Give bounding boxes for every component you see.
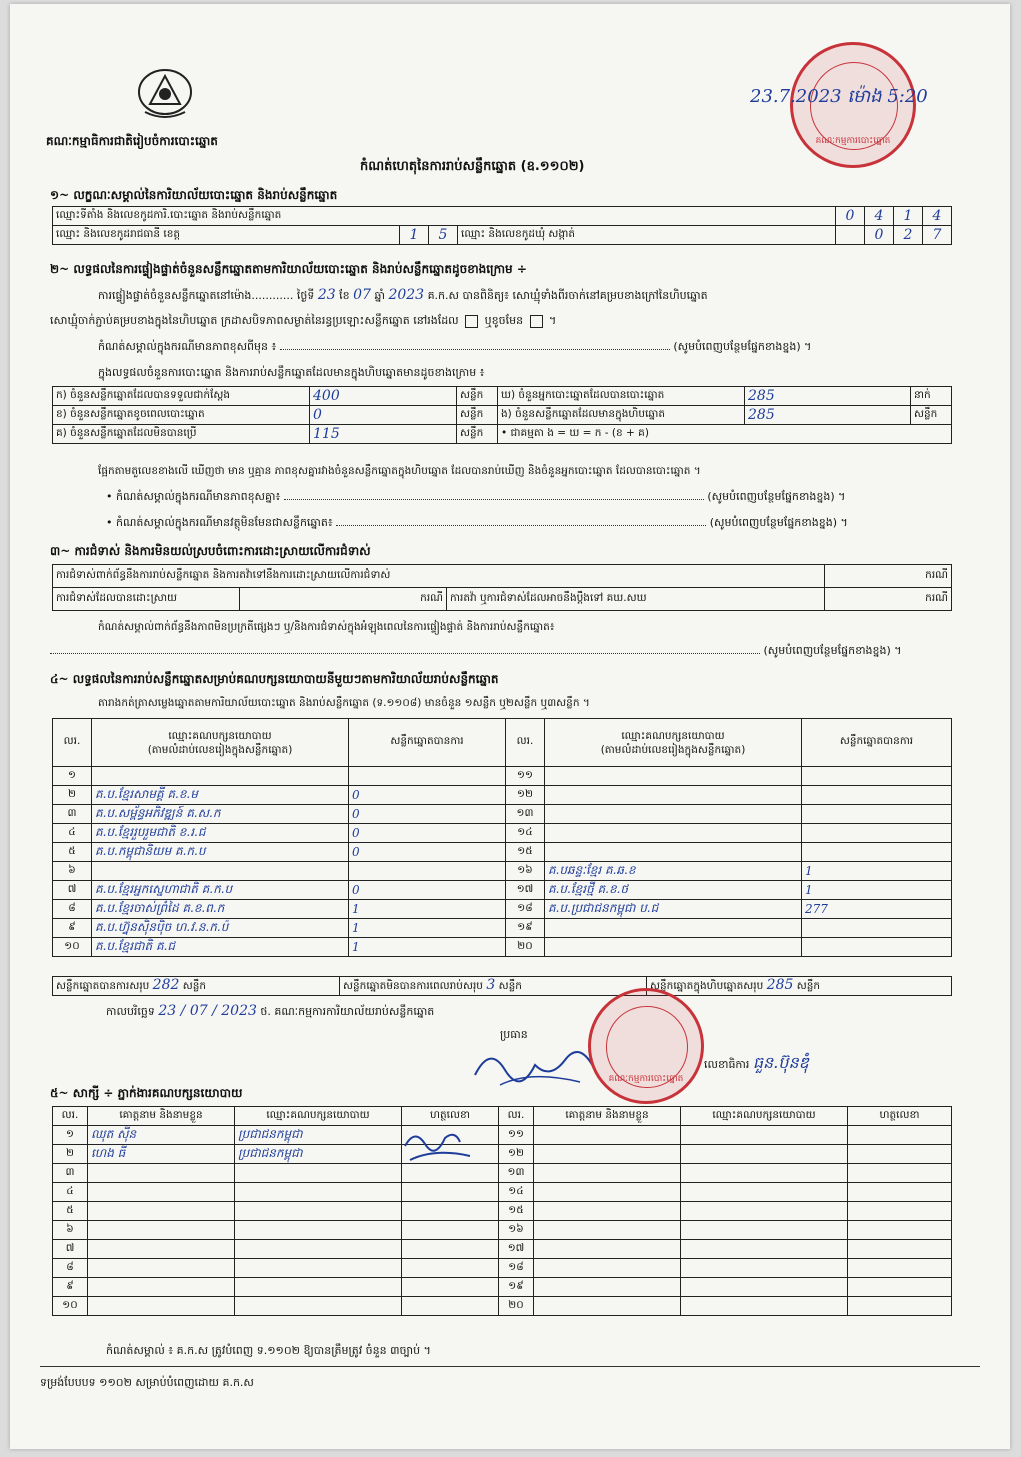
witness-right-party <box>681 1278 848 1297</box>
bullet1-label: • កំណត់សម្គាល់ក្នុងករណីមានភាពខុសគ្នា៖ <box>106 490 281 503</box>
witness-right-no: ១៦ <box>499 1221 534 1240</box>
witness-right-no: ១៨ <box>499 1259 534 1278</box>
col-party-left-sub: (តាមលំដាប់លេខរៀងក្នុងសន្លឹកឆ្នោត) <box>147 743 293 756</box>
witness-left-party <box>235 1278 402 1297</box>
total-valid-unit: សន្លឹក <box>182 980 207 992</box>
count-table <box>52 386 952 444</box>
witness-right-party <box>681 1202 848 1221</box>
row-e-label: ង) ចំនួនសន្លឹកឆ្នោតដែលមានក្នុងហិបឆ្នោត <box>498 406 745 425</box>
witness-right-name <box>534 1164 681 1183</box>
result-right-no: ១៩ <box>506 919 545 938</box>
table-row <box>53 919 952 938</box>
witness-left-no: ១ <box>53 1126 88 1145</box>
objection-note: កំណត់សម្គាល់ពាក់ព័ន្ធនឹងភាពមិនប្រក្រតីផ្សេងៗ ឬ/និងការជំទាស់ក្នុងអំឡុងពេលនៃការផ្ទៀងផ្ទាត់ និងការរាប់សន្លឹកឆ្នោត៖ <box>98 621 555 633</box>
witness-right-sign <box>848 1126 952 1145</box>
result-right-party <box>545 824 802 843</box>
col-party-right-sub: (តាមលំដាប់លេខរៀងក្នុងសន្លឹកឆ្នោត) <box>600 743 746 756</box>
row-c-label: គ) ចំនួនសន្លឹកឆ្នោតដែលមិនបានប្រើ <box>53 425 310 444</box>
form-page <box>10 4 1010 1449</box>
result-right-party: គ.ប.ប្រជាជនកម្ពុជា ប.ជ <box>545 900 802 919</box>
check-text-b: គ.ក.ស បានពិនិត្យ៖ សោឃ្មុំទាំងពីរចាក់នៅគម្របខាងក្រៅនៃហិបឆ្នោត <box>427 289 708 302</box>
witness-left-party <box>235 1183 402 1202</box>
result-left-votes <box>349 862 506 881</box>
section2-heading: ២~ លទ្ធផលនៃការផ្ទៀងផ្ទាត់ចំនួនសន្លឹកឆ្នោតតាមការិយាល័យបោះឆ្នោត និងរាប់សន្លឹកឆ្នោតដូចខាងក្រោម ÷ <box>50 262 527 276</box>
fill-more-2: (សូមបំពេញបន្ថែមផ្នែកខាងខ្នង) ។ <box>707 490 846 503</box>
result-left-party <box>92 862 349 881</box>
witness-right-sign <box>848 1259 952 1278</box>
col-party-left-label: ឈ្មោះគណបក្សនយោបាយ <box>168 729 272 742</box>
table-row <box>53 881 952 900</box>
witness-right-name <box>534 1126 681 1145</box>
result-left-votes: 1 <box>349 938 506 957</box>
witness-right-name <box>534 1202 681 1221</box>
row-b-value: 0 <box>310 406 457 425</box>
checkbox-seal-ok[interactable] <box>465 315 478 328</box>
witness-left-sign <box>402 1164 499 1183</box>
report-date: 23 / 07 / 2023 <box>158 1003 257 1019</box>
tally-sheet-line: តារាងកត់ត្រាសម្លេងឆ្នោតតាមការិយាល័យបោះឆ្នោត និងរាប់សន្លឹកឆ្នោត (ទ.១១០៨) មានចំនួន ១សន្លឹក ឬ២សន្លឹក ឬ៣សន្លឹក ។ <box>98 697 590 709</box>
row-a-label: ក) ចំនួនសន្លឹកឆ្នោតដែលបានទទួលជាក់ស្តែង <box>53 387 310 406</box>
witness-right-party <box>681 1240 848 1259</box>
resolved-case: ករណី <box>240 588 447 611</box>
table-row <box>53 862 952 881</box>
result-right-no: ១៦ <box>506 862 545 881</box>
result-right-votes <box>802 786 952 805</box>
bullet-line-1 <box>106 490 845 504</box>
witness-right-sign <box>848 1202 952 1221</box>
result-left-votes <box>349 767 506 786</box>
witness-left-party <box>235 1240 402 1259</box>
table-row <box>53 1221 952 1240</box>
chair-label: ប្រធាន <box>500 1028 528 1041</box>
note-line <box>98 340 811 354</box>
witness-left-party <box>235 1202 402 1221</box>
result-left-no: ៨ <box>53 900 92 919</box>
witness-left-name <box>88 1164 235 1183</box>
total-invalid-cell <box>340 977 647 996</box>
result-right-party <box>545 919 802 938</box>
total-invalid-unit: សន្លឹក <box>498 980 522 992</box>
result-right-no: ១៥ <box>506 843 545 862</box>
section3-heading: ៣~ ការជំទាស់ និងការមិនយល់ស្របចំពោះការដោះស្រាយលើការជំទាស់ <box>50 544 371 558</box>
checkbox-seal-broken[interactable] <box>530 315 543 328</box>
witness-right-no: ១៥ <box>499 1202 534 1221</box>
province-code-2: 5 <box>429 226 458 245</box>
org-name: គណៈកម្មាធិការជាតិរៀបចំការបោះឆ្នោត <box>46 134 218 148</box>
total-invalid-label: សន្លឹកឆ្នោតមិនបានការពេលរាប់សរុប <box>343 980 483 992</box>
secretary-line <box>704 1053 809 1072</box>
witness-right-no: ១៩ <box>499 1278 534 1297</box>
col-votes-right: សន្លឹកឆ្នោតបានការ <box>802 719 952 767</box>
broken-label: ឬខូចមែន <box>484 314 524 327</box>
check-day: 23 <box>317 287 336 303</box>
table-row <box>53 1202 952 1221</box>
witness-right-sign <box>848 1221 952 1240</box>
month-label: ខែ <box>339 289 350 302</box>
result-left-votes: 0 <box>349 881 506 900</box>
commune-code-2: 2 <box>894 226 923 245</box>
table-row <box>53 938 952 957</box>
witness-left-name <box>88 1221 235 1240</box>
check-month: 07 <box>353 287 371 303</box>
result-left-votes: 1 <box>349 919 506 938</box>
witness-left-name <box>88 1240 235 1259</box>
chair-signature <box>470 1040 600 1090</box>
province-label: ឈ្មោះ និងលេខកូដរាជធានី ខេត្ត <box>53 226 400 245</box>
result-left-party: គ.ប.ខ្មែរចាស់ព្រំដៃ គ.ខ.ព.ក <box>92 900 349 919</box>
difference-check-line: ផ្អែកតាមតួលេខខាងលើ ឃើញថា មាន ឬគ្មាន ភាពខុសគ្នារវាងចំនួនសន្លឹកឆ្នោតក្នុងហិបឆ្នោត ដែលបានរាប់ឃើញ និងចំនួនអ្នកបោះឆ្នោត ដែលបានបោះឆ្នោត ។ <box>98 465 701 477</box>
date-suffix: ថ. គណៈកម្មការការិយាល័យរាប់សន្លឹកឆ្នោត <box>260 1005 435 1018</box>
col-party-right <box>545 719 802 767</box>
witness-note: កំណត់សម្គាល់ ៖ គ.ក.ស ត្រូវបំពេញ ទ.១១០២ ឱ្យបានត្រឹមត្រូវ ចំនួន ៣ច្បាប់ ។ <box>106 1344 431 1357</box>
witness-right-name <box>534 1240 681 1259</box>
result-right-votes <box>802 843 952 862</box>
row-d-label: ឃ) ចំនួនអ្នកបោះឆ្នោតដែលបានបោះឆ្នោត <box>498 387 745 406</box>
witness-left-no: ១០ <box>53 1297 88 1316</box>
total-box-unit: សន្លឹក <box>796 980 821 992</box>
form-title: កំណត់ហេតុនៃការរាប់សន្លឹកឆ្នោត (ឧ.១១០២) <box>360 159 585 174</box>
committee-stamp <box>588 988 704 1104</box>
table-row <box>53 1240 952 1259</box>
result-right-votes: 1 <box>802 862 952 881</box>
section1-heading: ១~ លក្ខណៈសម្គាល់នៃការិយាល័យបោះឆ្នោត និងរាប់សន្លឹកឆ្នោត <box>50 188 338 202</box>
table-row <box>53 843 952 862</box>
w-col-name-left: គោត្តនាម និងនាមខ្លួន <box>88 1107 235 1126</box>
result-right-votes: 1 <box>802 881 952 900</box>
result-right-votes <box>802 805 952 824</box>
row-d-value: 285 <box>745 387 911 406</box>
result-right-party <box>545 843 802 862</box>
result-left-no: ៦ <box>53 862 92 881</box>
section5-heading: ៥~ សាក្សី ÷ ភ្នាក់ងារគណបក្សនយោបាយ <box>50 1086 243 1100</box>
secretary-sign: ធួន.ប៊ុនឌុំ <box>752 1053 809 1072</box>
col-party-left <box>92 719 349 767</box>
table-row <box>53 900 952 919</box>
result-left-party <box>92 767 349 786</box>
col-votes-left: សន្លឹកឆ្នោតបានការ <box>349 719 506 767</box>
witness-right-sign <box>848 1164 952 1183</box>
result-left-party: គ.ប.ខ្មែរអ្នកស្នេហាជាតិ គ.ក.ប <box>92 881 349 900</box>
witness-right-no: ២០ <box>499 1297 534 1316</box>
witness-left-sign <box>402 1278 499 1297</box>
result-right-no: ២០ <box>506 938 545 957</box>
check-date-line <box>98 288 708 303</box>
result-right-party <box>545 767 802 786</box>
witness-left-no: ៧ <box>53 1240 88 1259</box>
fill-more-1: (សូមបំពេញបន្ថែមផ្នែកខាងខ្នង) ។ <box>673 340 812 353</box>
witness-left-party: ប្រជាជនកម្ពុជា <box>235 1145 402 1164</box>
witness-left-name: ឈុត ស៊ីន <box>88 1126 235 1145</box>
witness-table <box>52 1106 952 1316</box>
fill-more-3: (សូមបំពេញបន្ថែមផ្នែកខាងខ្នង) ។ <box>709 516 848 529</box>
witness-left-no: ២ <box>53 1145 88 1164</box>
witness-left-party: ប្រជាជនកម្ពុជា <box>235 1126 402 1145</box>
result-left-party: គ.ប.កម្ពុជានិយម គ.ក.ប <box>92 843 349 862</box>
formula: • ជាគម្មតា ង = ឃ = ក - (ខ + គ) <box>498 425 952 444</box>
witness-left-sign <box>402 1202 499 1221</box>
w-col-party-left: ឈ្មោះគណបក្សនយោបាយ <box>235 1107 402 1126</box>
commune-code-1: 0 <box>865 226 894 245</box>
result-left-party: គ.ប.ខ្មែររួបរួមជាតិ ខ.រ.ជ <box>92 824 349 843</box>
row-c-value: 115 <box>310 425 457 444</box>
witness-left-party <box>235 1221 402 1240</box>
station-code-4: 4 <box>923 207 952 226</box>
result-left-no: ២ <box>53 786 92 805</box>
count-intro: ក្នុងលទ្ធផលចំនួនការបោះឆ្នោត និងការរាប់សន្លឹកឆ្នោតដែលមានក្នុងហិបឆ្នោតមានដូចខាងក្រោម ៖ <box>98 366 485 379</box>
total-valid-label: សន្លឹកឆ្នោតបានការសរុប <box>56 980 150 992</box>
fill-more-4: (សូមបំពេញបន្ថែមផ្នែកខាងខ្នង) ។ <box>763 644 902 657</box>
result-right-no: ១៣ <box>506 805 545 824</box>
result-left-no: ១០ <box>53 938 92 957</box>
objection-row1-label: ការជំទាស់ពាក់ព័ន្ធនឹងការរាប់សន្លឹកឆ្នោត និងការតវ៉ាទៅនឹងការដោះស្រាយលើការជំទាស់ <box>53 565 825 588</box>
result-left-votes: 0 <box>349 805 506 824</box>
total-invalid: 3 <box>486 977 496 993</box>
witness-left-sign <box>402 1240 499 1259</box>
col-party-right-label: ឈ្មោះគណបក្សនយោបាយ <box>621 729 725 742</box>
table-row <box>53 1259 952 1278</box>
emblem-logo <box>130 64 200 124</box>
result-right-votes: 277 <box>802 900 952 919</box>
witness-left-sign <box>402 1259 499 1278</box>
row-b-label: ខ) ចំនួនសន្លឹកឆ្នោតខូចពេលបោះឆ្នោត <box>53 406 310 425</box>
result-right-votes <box>802 919 952 938</box>
witness-left-no: ៩ <box>53 1278 88 1297</box>
table-row <box>53 805 952 824</box>
row-c-unit: សន្លឹក <box>457 425 498 444</box>
witness-left-sign <box>402 1221 499 1240</box>
total-box-cell <box>647 977 952 996</box>
province-code-1: 1 <box>400 226 429 245</box>
total-box-label: សន្លឹកឆ្នោតក្នុងហិបឆ្នោតសរុប <box>650 980 764 992</box>
date-line <box>106 1004 434 1019</box>
result-left-party: គ.ប.ហ្វ៊ុនស៊ិនប៉ិច ហ.វ.ន.ក.ប៉ <box>92 919 349 938</box>
table-row <box>53 1126 952 1145</box>
objection-case-1: ករណី <box>825 565 952 588</box>
witness-right-name <box>534 1183 681 1202</box>
witness-left-name <box>88 1278 235 1297</box>
bullet2-label: • កំណត់សម្គាល់ក្នុងករណីមានវត្ថុមិនមែនជាសន្លឹកឆ្នោត៖ <box>106 516 333 529</box>
witness-left-party <box>235 1297 402 1316</box>
witness-right-party <box>681 1145 848 1164</box>
result-right-no: ១៨ <box>506 900 545 919</box>
result-right-no: ១២ <box>506 786 545 805</box>
stamp-text: គណៈកម្មការបោះឆ្នោត <box>815 136 891 146</box>
appeal-case: ករណី <box>825 588 952 611</box>
result-left-no: ១ <box>53 767 92 786</box>
witness-right-party <box>681 1259 848 1278</box>
witness-right-sign <box>848 1240 952 1259</box>
witness-left-name <box>88 1297 235 1316</box>
col-no-left: លរ. <box>53 719 92 767</box>
section4-heading: ៤~ លទ្ធផលនៃការរាប់សន្លឹកឆ្នោតសម្រាប់គណបក្សនយោបាយនីមួយៗតាមការិយាល័យរាប់សន្លឹកឆ្នោត <box>50 672 499 686</box>
committee-stamp-text: គណៈកម្មការបោះឆ្នោត <box>608 1074 684 1084</box>
commune-code-3: 7 <box>923 226 952 245</box>
result-right-party <box>545 786 802 805</box>
result-left-party: គ.ប.សម្ព័ន្ធអភិវឌ្ឍន៍ គ.ស.ក <box>92 805 349 824</box>
witness-right-name <box>534 1145 681 1164</box>
total-valid: 282 <box>152 977 180 993</box>
year-label: ឆ្នាំ <box>374 289 385 302</box>
result-right-votes <box>802 767 952 786</box>
witness-left-no: ៨ <box>53 1259 88 1278</box>
result-left-no: ៣ <box>53 805 92 824</box>
witness-right-party <box>681 1126 848 1145</box>
result-right-party: គ.បឆន្ទៈខ្មែរ គ.ឆ.ខ <box>545 862 802 881</box>
table-row <box>53 1145 952 1164</box>
w-col-no-left: លរ. <box>53 1107 88 1126</box>
table-row <box>53 1278 952 1297</box>
witness-left-no: ៥ <box>53 1202 88 1221</box>
witness-left-name <box>88 1183 235 1202</box>
w-col-party-right: ឈ្មោះគណបក្សនយោបាយ <box>681 1107 848 1126</box>
witness-signature <box>400 1126 480 1166</box>
witness-right-party <box>681 1183 848 1202</box>
witness-right-party <box>681 1297 848 1316</box>
w-col-name-right: គោត្តនាម និងនាមខ្លួន <box>534 1107 681 1126</box>
result-left-party: គ.ប.ខ្មែរជាតិ គ.ជ <box>92 938 349 957</box>
check-year: 2023 <box>388 287 425 303</box>
objection-fill-line <box>50 644 902 658</box>
witness-left-name <box>88 1202 235 1221</box>
row-a-unit: សន្លឹក <box>457 387 498 406</box>
witness-right-sign <box>848 1278 952 1297</box>
witness-right-name <box>534 1297 681 1316</box>
w-col-sign-right: ហត្ថលេខា <box>848 1107 952 1126</box>
row-e-value: 285 <box>745 406 911 425</box>
col-no-right: លរ. <box>506 719 545 767</box>
witness-right-no: ១១ <box>499 1126 534 1145</box>
date-label: កាលបរិច្ឆេទ <box>106 1005 155 1018</box>
result-left-votes: 0 <box>349 786 506 805</box>
result-left-votes: 0 <box>349 824 506 843</box>
table-row <box>53 824 952 843</box>
result-left-no: ៤ <box>53 824 92 843</box>
row-d-unit: នាក់ <box>911 387 952 406</box>
witness-left-name <box>88 1259 235 1278</box>
appeal-label: ការតវ៉ា ឬការជំទាស់ដែលអាចនឹងប្តឹងទៅ គឃ.សឃ <box>447 588 825 611</box>
check-text-a: ការផ្ទៀងផ្ទាត់ចំនួនសន្លឹកឆ្នោតនៅម៉ោង............ ថ្ងៃទី <box>98 289 315 302</box>
row-b-unit: សន្លឹក <box>457 406 498 425</box>
witness-right-name <box>534 1259 681 1278</box>
witness-right-sign <box>848 1145 952 1164</box>
witness-right-name <box>534 1221 681 1240</box>
result-left-no: ៧ <box>53 881 92 900</box>
section1-table <box>52 206 952 245</box>
results-table <box>52 718 952 957</box>
witness-left-party <box>235 1164 402 1183</box>
result-right-votes <box>802 938 952 957</box>
result-right-votes <box>802 824 952 843</box>
witness-right-no: ១៧ <box>499 1240 534 1259</box>
station-label: ឈ្មោះទីតាំង និងលេខកូដការិ.បោះឆ្នោត និងរាប់សន្លឹកឆ្នោត <box>53 207 836 226</box>
witness-right-no: ១៣ <box>499 1164 534 1183</box>
result-right-party <box>545 938 802 957</box>
w-col-sign-left: ហត្ថលេខា <box>402 1107 499 1126</box>
witness-left-no: ៣ <box>53 1164 88 1183</box>
result-left-party: គ.ប.ខ្មែរសាមគ្គី គ.ខ.ម <box>92 786 349 805</box>
result-left-votes: 1 <box>349 900 506 919</box>
received-note: 23.7.2023 ម៉ោង 5:20 <box>750 86 928 107</box>
table-row <box>53 1183 952 1202</box>
secretary-label: លេខាធិការ <box>704 1058 750 1071</box>
witness-left-no: ៦ <box>53 1221 88 1240</box>
witness-right-name <box>534 1278 681 1297</box>
station-code-3: 1 <box>894 207 923 226</box>
row-e-unit: សន្លឹក <box>911 406 952 425</box>
resolved-label: ការជំទាស់ដែលបានដោះស្រាយ <box>53 588 240 611</box>
witness-left-party <box>235 1259 402 1278</box>
w-col-no-right: លរ. <box>499 1107 534 1126</box>
witness-left-sign <box>402 1183 499 1202</box>
table-row <box>53 767 952 786</box>
commune-label: ឈ្មោះ និងលេខកូដឃុំ សង្កាត់ <box>458 226 836 245</box>
station-code-2: 4 <box>865 207 894 226</box>
witness-right-no: ១៤ <box>499 1183 534 1202</box>
result-right-party: គ.ប.ខ្មែរថ្មី គ.ខ.ថ <box>545 881 802 900</box>
footer-text: ទម្រង់បែបបទ ១១០២ សម្រាប់បំពេញដោយ គ.ក.ស <box>40 1376 254 1389</box>
witness-right-sign <box>848 1183 952 1202</box>
total-valid-cell <box>53 977 340 996</box>
table-row <box>53 1297 952 1316</box>
result-left-no: ៩ <box>53 919 92 938</box>
result-left-no: ៥ <box>53 843 92 862</box>
table-row <box>53 786 952 805</box>
note-label: កំណត់សម្គាល់ក្នុងករណីមានភាពខុសពីមុន ៖ <box>98 340 277 353</box>
total-box: 285 <box>766 977 794 993</box>
seal-text: សោឃ្មុំចាក់ភ្ជាប់គម្របខាងក្នុងនៃហិបឆ្នោត ក្រដាសបិទភាពសម្ងាត់នៃរន្ធប្រឡោះសន្លឹកឆ្នោត នៅរងដែល <box>50 314 459 327</box>
witness-right-party <box>681 1164 848 1183</box>
station-code-1: 0 <box>836 207 865 226</box>
witness-left-name: ហេង ធី <box>88 1145 235 1164</box>
result-right-no: ១៤ <box>506 824 545 843</box>
bullet-line-2 <box>106 516 848 530</box>
seal-line: សោឃ្មុំចាក់ភ្ជាប់គម្របខាងក្នុងនៃហិបឆ្នោត ក្រដាសបិទភាពសម្ងាត់នៃរន្ធប្រឡោះសន្លឹកឆ្នោត នៅរងដែល ឬខូចមែន ។ <box>50 314 557 327</box>
totals-table <box>52 976 952 996</box>
result-right-no: ១១ <box>506 767 545 786</box>
result-right-no: ១៧ <box>506 881 545 900</box>
row-a-value: 400 <box>310 387 457 406</box>
objection-table <box>52 564 952 611</box>
witness-left-sign <box>402 1297 499 1316</box>
witness-left-no: ៤ <box>53 1183 88 1202</box>
witness-right-party <box>681 1221 848 1240</box>
witness-right-sign <box>848 1297 952 1316</box>
witness-right-no: ១២ <box>499 1145 534 1164</box>
result-left-votes: 0 <box>349 843 506 862</box>
result-right-party <box>545 805 802 824</box>
table-row <box>53 1164 952 1183</box>
